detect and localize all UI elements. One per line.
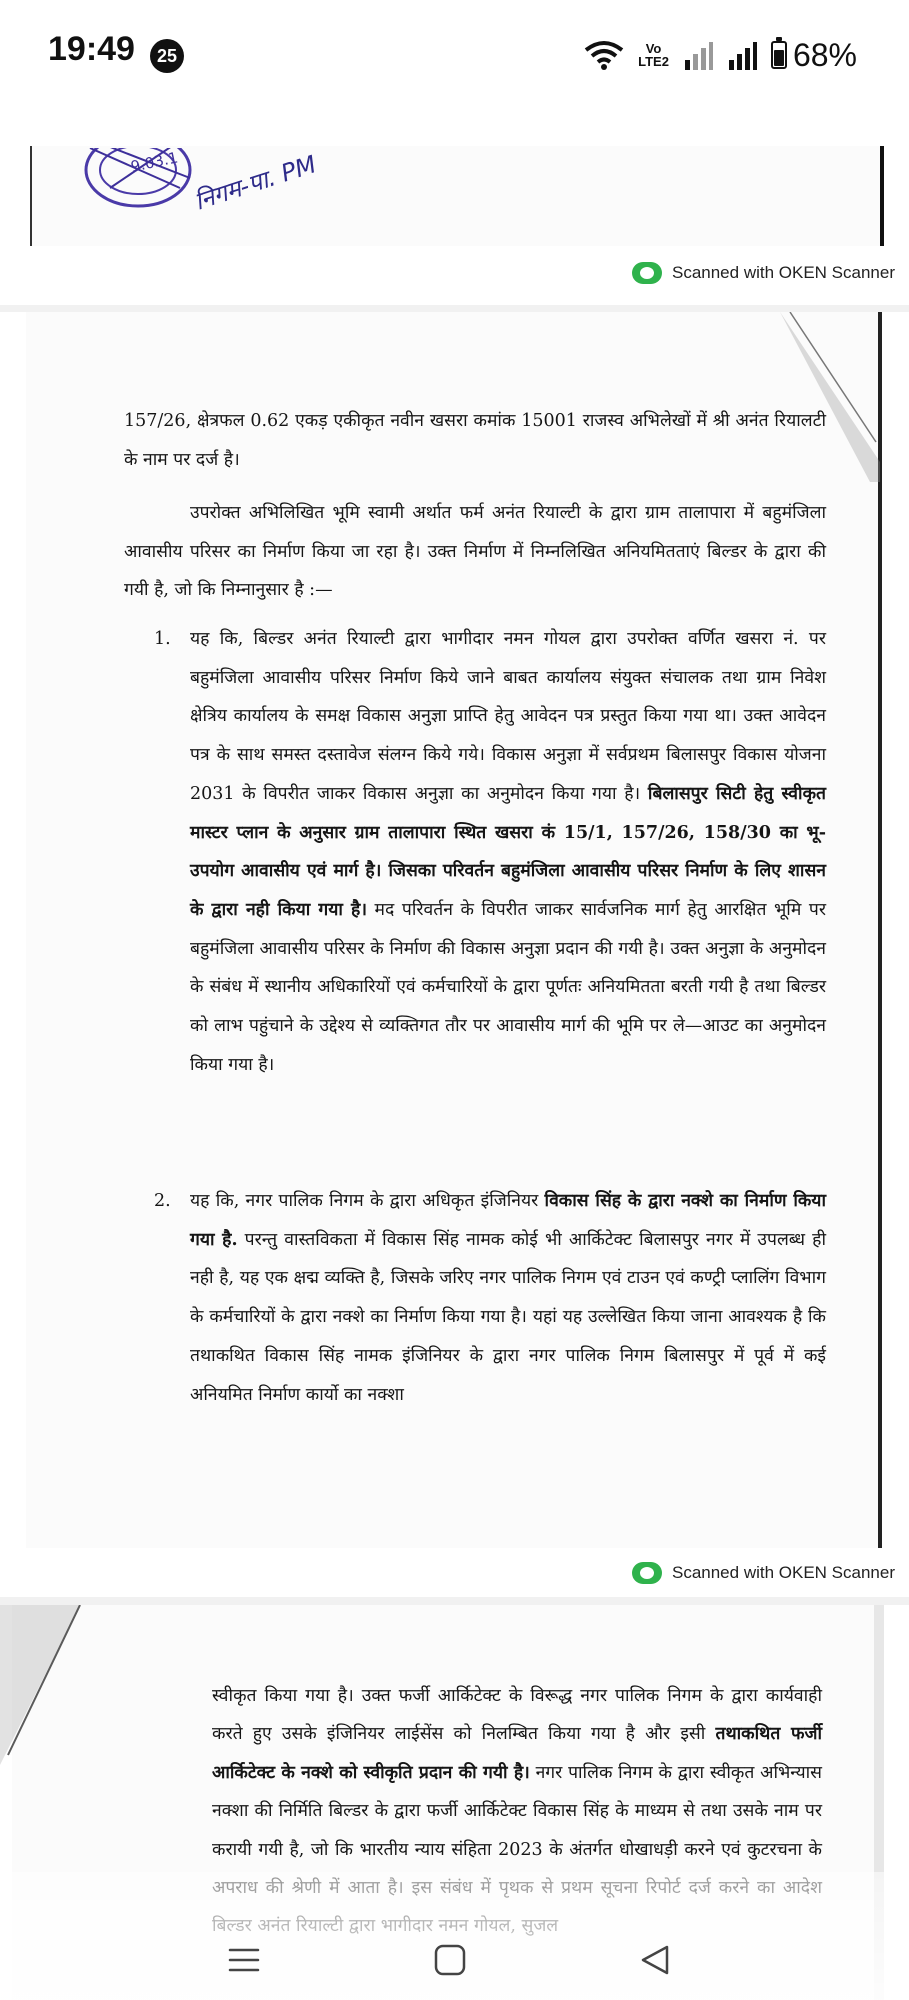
list-item-number: 2.: [154, 1191, 171, 1211]
list-item-bold-text: विकास सिंह के द्वारा नक्शे का निर्माण किया गया है.: [190, 1191, 826, 1250]
signal-strength-1-icon: [683, 40, 713, 70]
signal-strength-2-icon: [727, 40, 757, 70]
list-item-text: मद परिवर्तन के विपरीत जाकर सार्वजनिक मार्ग हेतु आरक्षित भूमि पर बहुमंजिला आवासीय परिसर के निर्माण की विकास अनुज्ञा प्रदान की गयी है। उक्त अनुज्ञा के अनुमोदन के संबंध में स्थानीय अधिकारियों एवं कर्मचारियों के द्वारा पूर्णतः अनियमितता बरती गयी है तथा बिल्डर को लाभ पहुंचाने के उद्देश्य से व्यक्तिगत तौर पर आवासीय मार्ग की भूमि पर ले—आउट का अनुमोदन किया गया है।: [190, 899, 826, 1075]
paragraph-land-record: 157/26, क्षेत्रफल 0.62 एकड़ एकीकृत नवीन खसरा कमांक 15001 राजस्व अभिलेखों में श्री अनंत रियालटी के नाम पर दर्ज है।: [124, 411, 826, 470]
scanned-page-2: [0, 312, 909, 1597]
volte-lte-icon: Vo LTE2: [638, 41, 669, 69]
battery-percent: 68%: [792, 36, 857, 73]
list-item-text: यह कि, नगर पालिक निगम के द्वारा अधिकृत इंजिनियर: [190, 1191, 539, 1211]
scanner-watermark: Scanned with OKEN Scanner: [632, 262, 895, 284]
page-curl-shadow-icon: [0, 1605, 90, 1775]
paragraph-intro: उपरोक्त अभिलिखित भूमि स्वामी अर्थात फर्म अनंत रियाल्टी के द्वारा ग्राम तालापारा में बहुमंजिला आवासीय परिसर का निर्माण किया जा रहा है। उक्त निर्माण में निम्नलिखित अनियमितताएं बिल्डर के द्वारा की गयी है, जो कि निम्नानुसार है :—: [124, 503, 826, 601]
recent-apps-icon: [226, 1945, 262, 1975]
system-nav-bar: [0, 1920, 909, 2000]
list-item: [154, 1182, 826, 1414]
paragraph-continuation: स्वीकृत किया गया है। उक्त फर्जी आर्किटेक्ट के विरूद्ध नगर पालिक निगम के द्वारा कार्यवाही करते हुए उसके इंजिनियर लाईसेंस को निलम्बित किया गया है और इसी तथाकथित फर्जी आर्किटेक्ट के नक्शे को स्वीकृति प्रदान की गयी है। नगर पालिक निगम के द्वारा स्वीकृत अभिन्यास नक्शा की निर्मिति बिल्डर के द्वारा फर्जी आर्किटेक्ट विकास सिंह के माध्यम से तथा उसके नाम पर करायी गयी है, जो कि भारतीय न्याय संहिता 2023 के अंतर्गत धोखाधड़ी करने एवं कुटरचना के: [212, 1686, 822, 1860]
scanner-watermark: Scanned with OKEN Scanner: [632, 1562, 895, 1584]
scanned-page-1: [0, 110, 909, 305]
list-item-text: यह कि, बिल्डर अनंत रियाल्टी द्वारा भागीदार नमन गोयल द्वारा उपरोक्त वर्णित खसरा नं. पर बहुमंजिला आवासीय परिसर निर्माण किये जाने बाबत कार्यालय संयुक्त संचालक तथा ग्राम निवेश क्षेत्रिय कार्यालय के समक्ष विकास अनुज्ञा प्राप्ति हेतु आवेदन पत्र प्रस्तुत किया गया था। उक्त आवेदन पत्र के साथ समस्त दस्तावेज संलग्न किये गये। विकास अनुज्ञा में सर्वप्रथम बिलासपुर विकास योजना 2031 के विपरीत जाकर विकास अनुज्ञा का अनुमोदन किया गया है।: [190, 629, 826, 804]
back-icon: [638, 1943, 672, 1977]
notification-count-badge: 25: [150, 39, 184, 73]
official-stamp-signature: [80, 148, 360, 262]
status-bar: [0, 0, 909, 110]
oken-scanner-logo-icon: [632, 262, 662, 284]
list-item-number: 1.: [154, 629, 171, 649]
wifi-icon: [584, 40, 624, 70]
svg-text:9.03.1: 9.03.1: [129, 148, 180, 176]
list-item-text: परन्तु वास्तविकता में विकास सिंह नामक कोई भी आर्किटेक्ट बिलासपुर नगर में उपलब्ध ही नही है, यह एक क्षद्म व्यक्ति है, जिसके जरिए नगर पालिक निगम एवं टाउन एवं कण्ट्री प्लालिंग विभाग के कर्मचारियों के द्वारा नक्शे का निर्माण किया गया है। यहां यह उल्लेखित किया जाना आवश्यक है कि तथाकथित विकास सिंह नामक इंजिनियर के द्वारा नगर पालिक निगम बिलासपुर में पूर्व में कई अनियमित निर्माण कार्यो का नक्शा: [190, 1229, 826, 1405]
list-item: [154, 620, 826, 1084]
back-button[interactable]: [625, 1930, 685, 1990]
oken-scanner-logo-icon: [632, 1562, 662, 1584]
list-item-bold-text: बिलासपुर सिटी हेतु स्वीकृत मास्टर प्लान के अनुसार ग्राम तालापारा स्थित खसरा कं 15/1, 157/26, 158/30 का भू- उपयोग आवासीय एवं मार्ग है। जिसका परिवर्तन बहुमंजिला आवासीय परिसर निर्माण के लिए शासन के द्वारा नही किया गया है।: [190, 783, 826, 920]
handwritten-note: निगम-पा. PM: [190, 150, 320, 216]
status-icons: [584, 32, 857, 78]
home-button[interactable]: [420, 1930, 480, 1990]
recent-apps-button[interactable]: [214, 1930, 274, 1990]
home-icon: [433, 1943, 467, 1977]
status-time: 19:49: [48, 30, 135, 68]
battery-icon: [771, 41, 787, 69]
